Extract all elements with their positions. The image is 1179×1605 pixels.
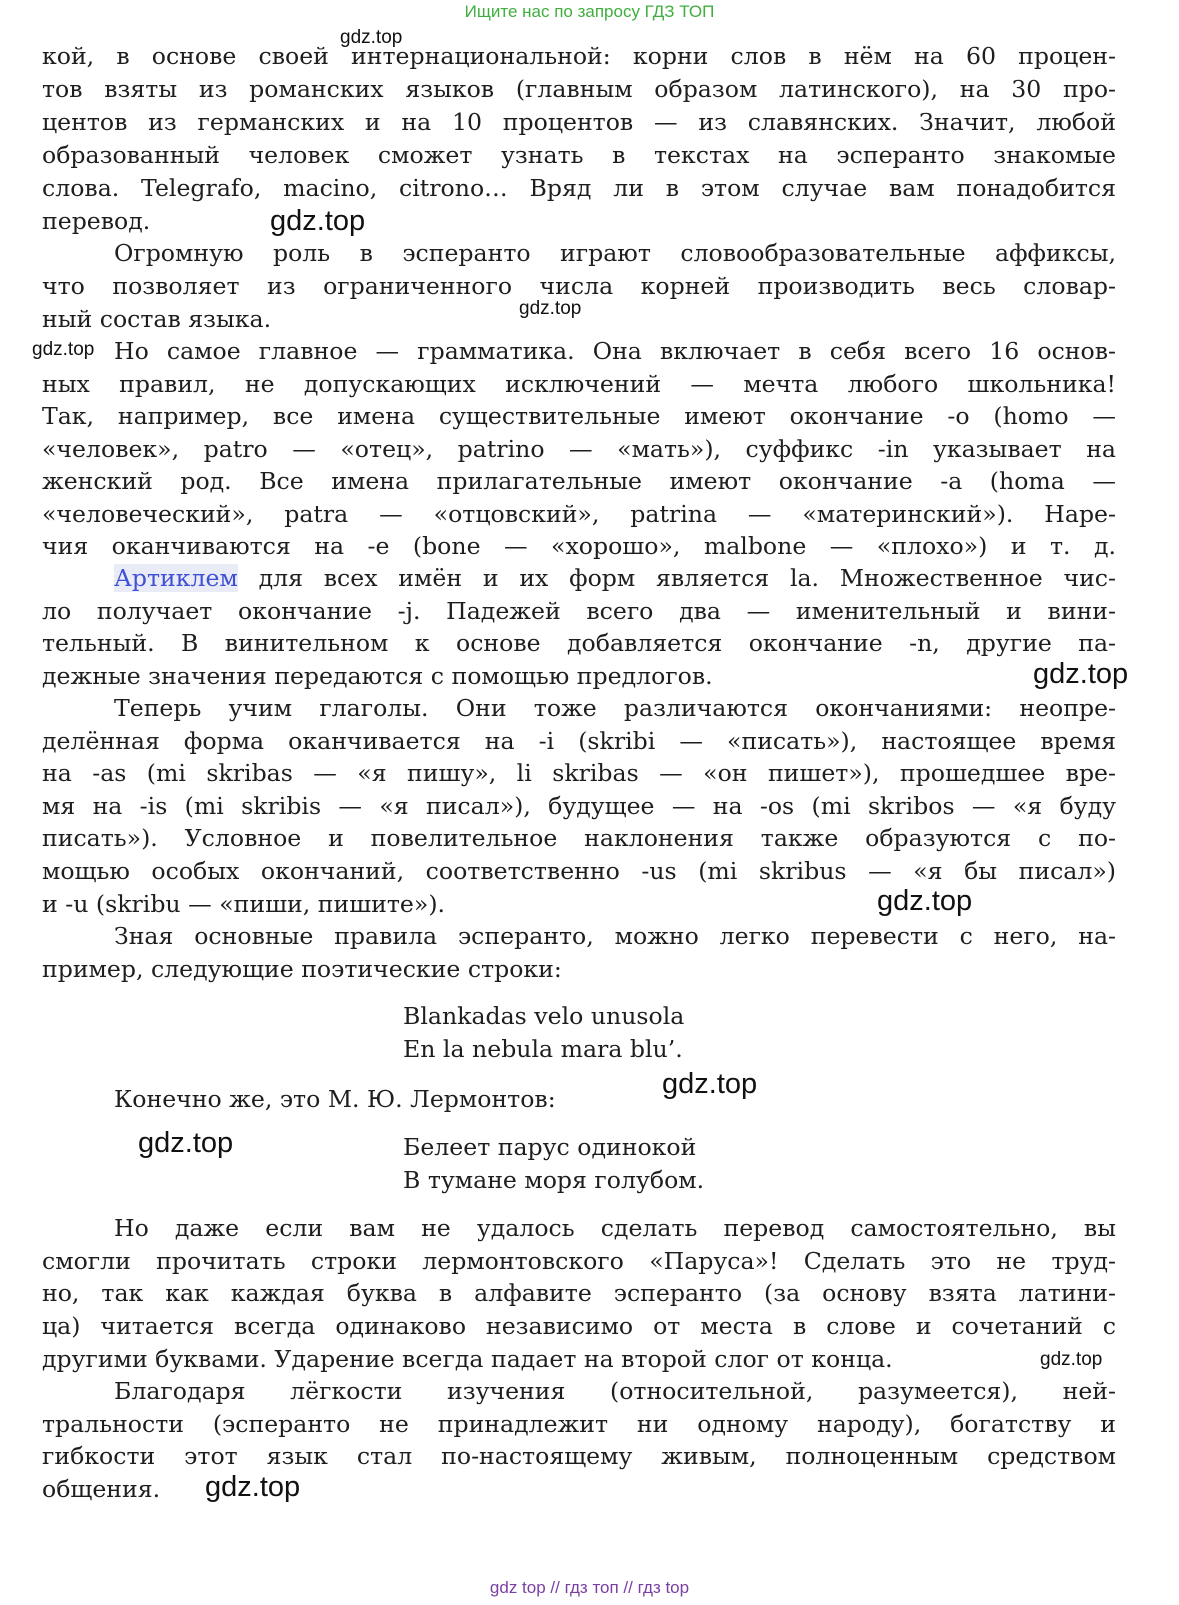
search-banner[interactable]: Ищите нас по запросу ГДЗ ТОП <box>464 2 715 21</box>
text-line: «человек», patro — «отец», patrino — «мать»), суффикс -in указывает на <box>42 435 1116 463</box>
text-line: перевод. <box>42 207 151 235</box>
text-line: что позволяет из ограниченного числа корней производить весь словар- <box>42 272 1116 300</box>
watermark: gdz.top <box>138 1127 234 1159</box>
watermark: gdz.top <box>1040 1349 1103 1370</box>
text-line: женский род. Все имена прилагательные имеют окончание -а (homa — <box>42 467 1116 495</box>
text-line: тральности (эсперанто не принадлежит ни одному народу), богатству и <box>42 1410 1116 1438</box>
text-line: пример, следующие поэтические строки: <box>42 955 562 983</box>
text-line: мя на -is (mi skribis — «я писал»), будущее — на -os (mi skribos — «я буду <box>42 792 1116 820</box>
text-line: ца) читается всегда одинаково независимо от места в слове и сочетаний с <box>42 1312 1116 1340</box>
text-line: ло получает окончание -j. Падежей всего два — именительный и вини- <box>42 597 1116 625</box>
text-line: «человеческий», patra — «отцовский», patrina — «материнский»). Наре- <box>42 500 1116 528</box>
text-line: делённая форма оканчивается на -i (skribi — «писать»), настоящее время <box>42 727 1116 755</box>
watermark: gdz.top <box>877 885 973 917</box>
text-line: Артиклем для всех имён и их форм является la. Множественное чис- <box>114 564 1116 592</box>
text-line: Конечно же, это М. Ю. Лермонтов: <box>114 1085 556 1113</box>
text-line: но, так как каждая буква в алфавите эсперанто (за основу взята латини- <box>42 1279 1116 1307</box>
text-line: другими буквами. Ударение всегда падает на второй слог от конца. <box>42 1345 893 1373</box>
text-line: Благодаря лёгкости изучения (относительной, разумеется), ней- <box>114 1377 1116 1405</box>
watermark: gdz.top <box>1033 658 1129 690</box>
watermark: gdz.top <box>662 1068 758 1100</box>
watermark: gdz.top <box>270 205 366 237</box>
text-line: писать»). Условное и повелительное наклонения также образуются с по- <box>42 824 1116 852</box>
text-line: Но самое главное — грамматика. Она включает в себя всего 16 основ- <box>114 337 1116 365</box>
text-line: на -as (mi skribas — «я пишу», li skribas — «он пишет»), прошедшее вре- <box>42 759 1116 787</box>
text-line: образованный человек сможет узнать в текстах на эсперанто знакомые <box>42 141 1116 169</box>
footer-links[interactable]: gdz top // гдз топ // гдз top <box>489 1578 690 1597</box>
text-line: слова. Telegrafo, macino, citrono… Вряд ли в этом случае вам понадобится <box>42 174 1116 202</box>
text-line: Так, например, все имена существительные имеют окончание -о (homo — <box>42 402 1116 430</box>
glossary-link-article[interactable]: Артиклем <box>114 564 238 592</box>
text-line: Теперь учим глаголы. Они тоже различаются окончаниями: неопре- <box>114 694 1116 722</box>
text-line: Огромную роль в эсперанто играют словообразовательные аффиксы, <box>114 239 1116 267</box>
verse-russian-line-1: Белеет парус одинокой <box>403 1133 697 1161</box>
text-line: Но даже если вам не удалось сделать перевод самостоятельно, вы <box>114 1214 1116 1242</box>
text-line: ных правил, не допускающих исключений — мечта любого школьника! <box>42 370 1116 398</box>
text-line: тельный. В винительном к основе добавляется окончание -n, другие па- <box>42 629 1116 657</box>
text-line: ный состав языка. <box>42 305 272 333</box>
verse-esperanto-line-1: Blankadas velo unusola <box>403 1002 685 1030</box>
text-line: общения. <box>42 1475 161 1503</box>
text-line: чия оканчиваются на -е (bone — «хорошо», malbone — «плохо») и т. д. <box>42 532 1116 560</box>
text-line: гибкости этот язык стал по-настоящему живым, полноценным средством <box>42 1442 1116 1470</box>
text-line: кой, в основе своей интернациональной: корни слов в нём на 60 процен- <box>42 42 1116 70</box>
text-line: смогли прочитать строки лермонтовского «Паруса»! Сделать это не труд- <box>42 1247 1116 1275</box>
watermark: gdz.top <box>519 298 582 319</box>
verse-russian-line-2: В тумане моря голубом. <box>403 1166 705 1194</box>
watermark: gdz.top <box>340 27 403 48</box>
text-line: и -u (skribu — «пиши, пишите»). <box>42 890 446 918</box>
verse-esperanto-line-2: En la nebula mara blu’. <box>403 1035 683 1063</box>
watermark: gdz.top <box>205 1471 301 1503</box>
text-line: мощью особых окончаний, соответственно -us (mi skribus — «я бы писал») <box>42 857 1116 885</box>
watermark: gdz.top <box>32 339 95 360</box>
text-line: Зная основные правила эсперанто, можно легко перевести с него, на- <box>114 922 1116 950</box>
text-line: тов взяты из романских языков (главным образом латинского), на 30 про- <box>42 75 1116 103</box>
text-line: центов из германских и на 10 процентов — из славянских. Значит, любой <box>42 108 1116 136</box>
text-line: дежные значения передаются с помощью предлогов. <box>42 662 713 690</box>
